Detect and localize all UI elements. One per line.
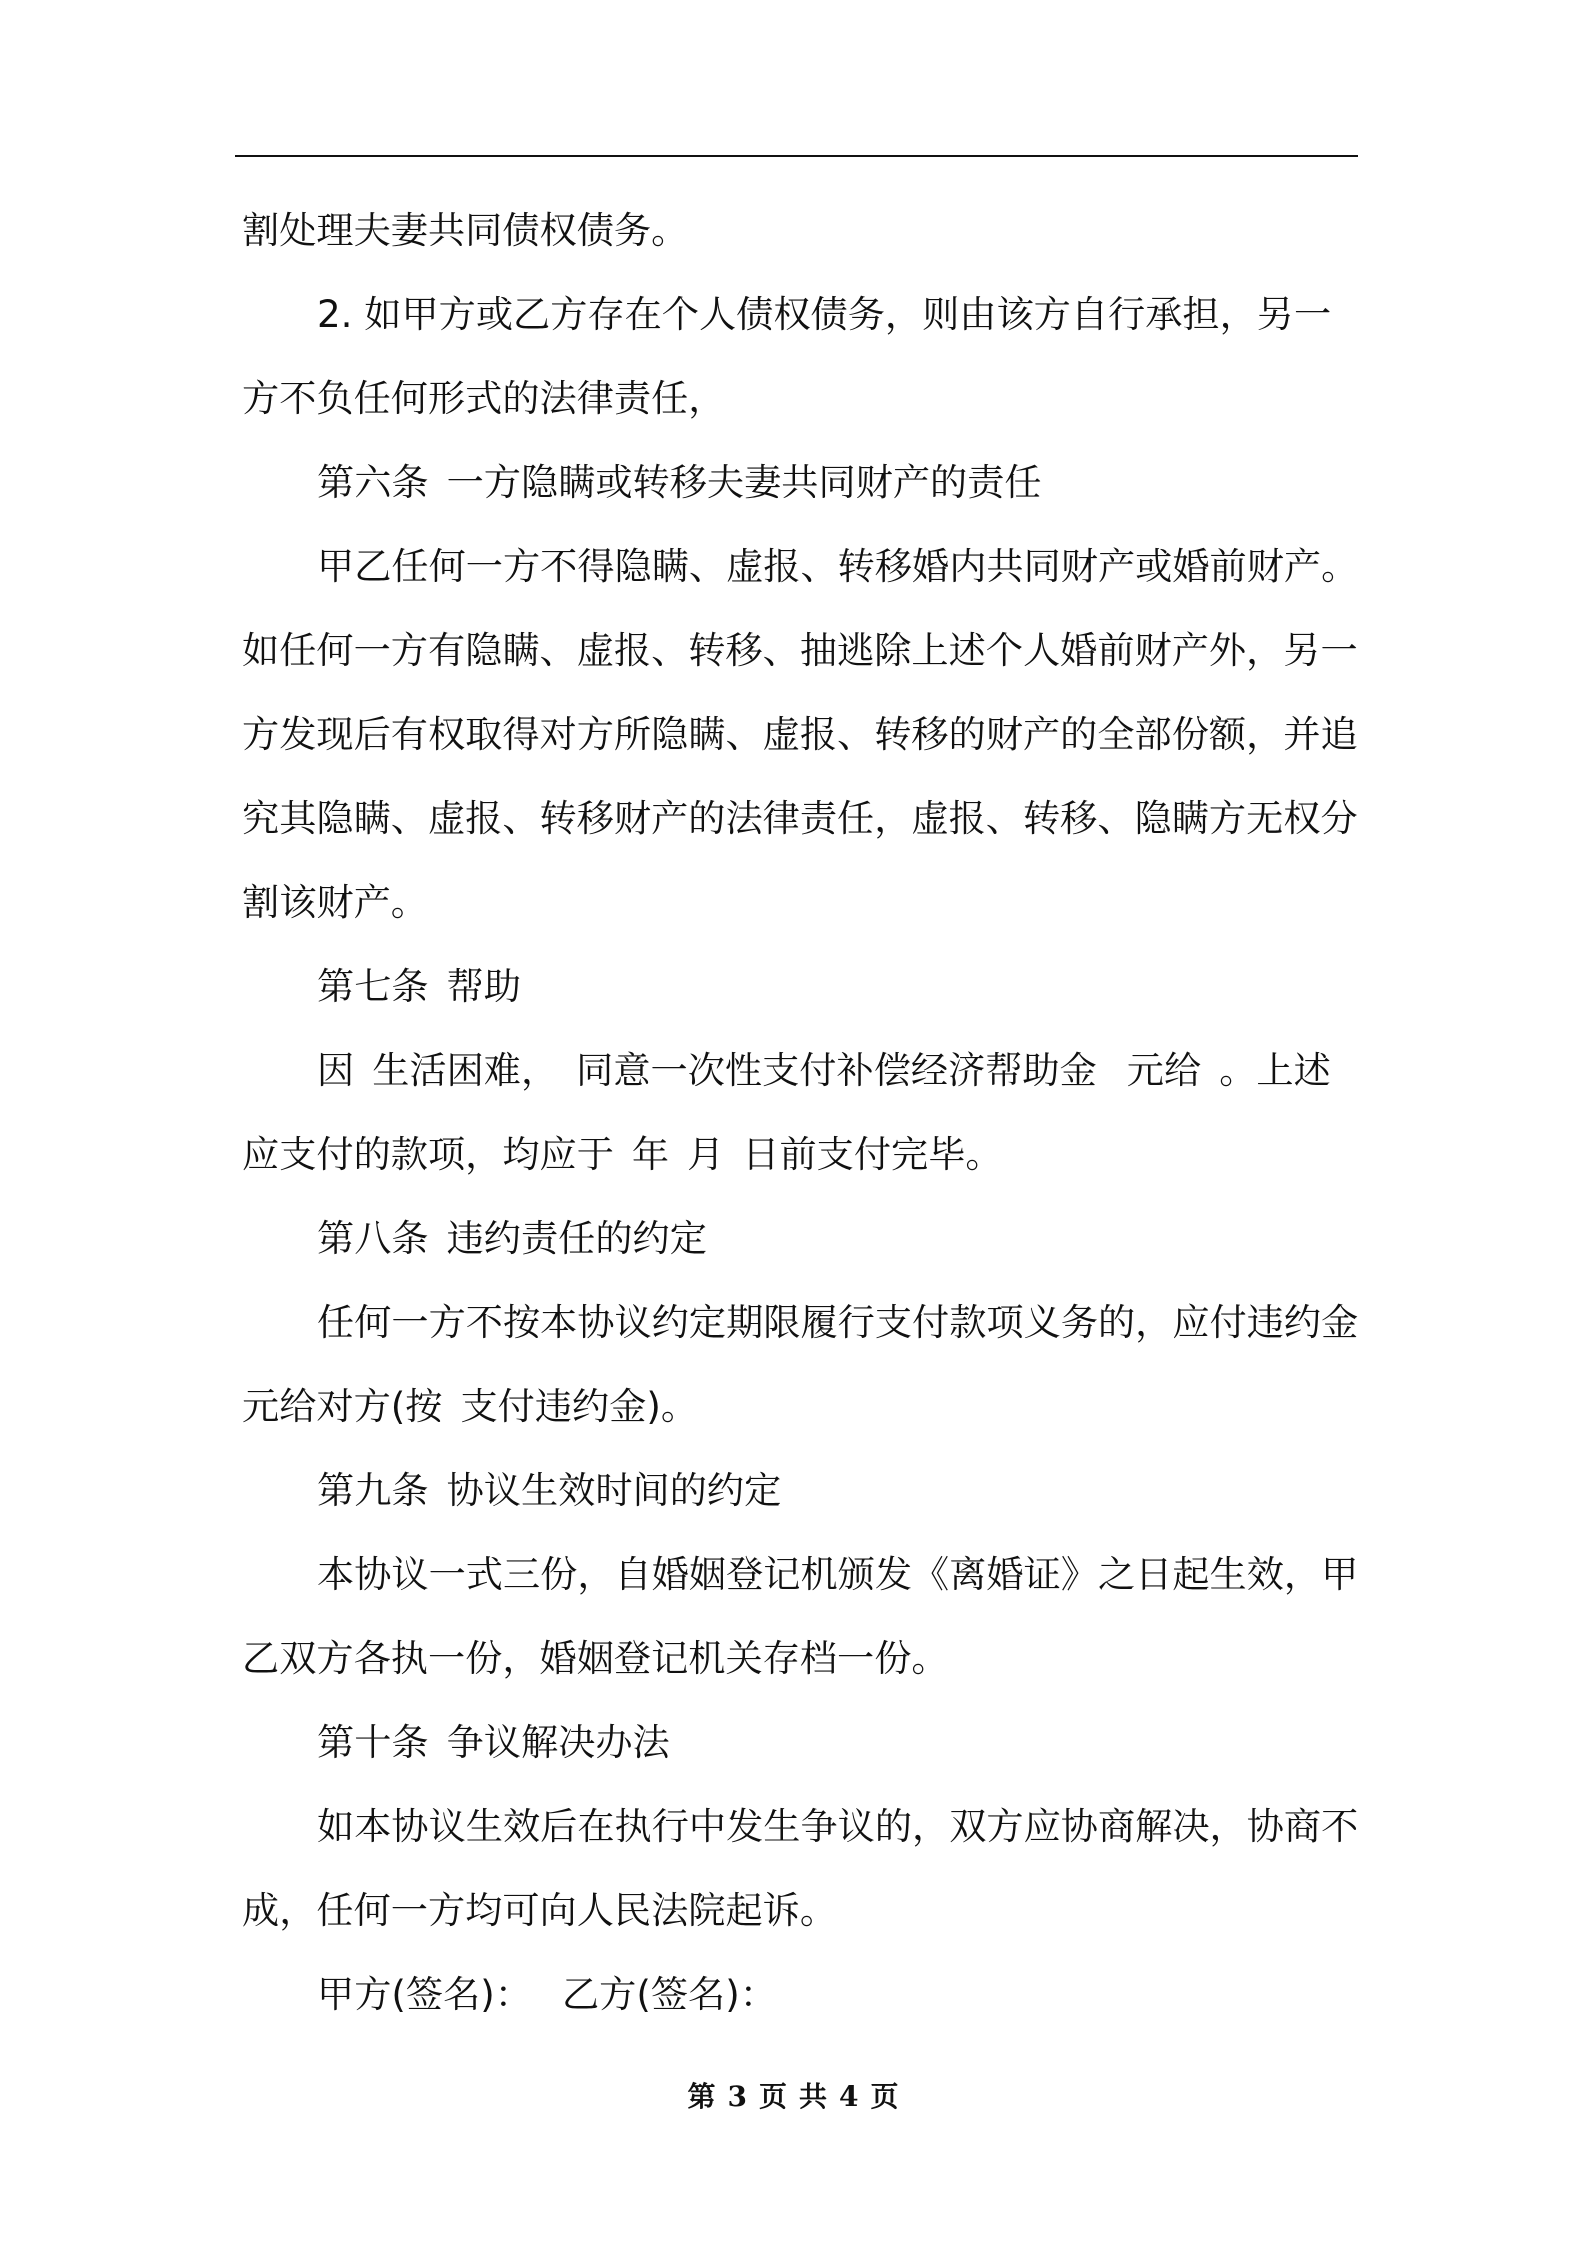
article-number: 第九条 <box>317 1468 429 1512</box>
footer-text: 共 <box>799 2080 828 2113</box>
paragraph-line: 任何一方不按本协议约定期限履行支付款项义务的，应付违约金 <box>317 1300 1359 1344</box>
document-body <box>242 188 1358 2036</box>
text-fragment: 。上述 <box>1219 1048 1331 1092</box>
paragraph-line: 割该财产。 <box>242 880 428 924</box>
footer-text: 第 <box>687 2080 716 2113</box>
article-title: 一方隐瞒或转移夫妻共同财产的责任 <box>446 460 1042 504</box>
article-number: 第八条 <box>317 1216 429 1260</box>
text-fragment: 支付违约金)。 <box>460 1384 699 1428</box>
paragraph-line: 方不负任何形式的法律责任， <box>242 376 726 420</box>
paragraph-line: 割处理夫妻共同债权债务。 <box>242 208 689 252</box>
text-fragment: 月 <box>687 1132 725 1176</box>
paragraph-line: 成，任何一方均可向人民法院起诉。 <box>242 1888 838 1932</box>
paragraph-line: 乙双方各执一份，婚姻登记机关存档一份。 <box>242 1636 949 1680</box>
article-title: 争议解决办法 <box>446 1720 670 1764</box>
paragraph-line: 本协议一式三份，自婚姻登记机颁发《离婚证》之日起生效，甲 <box>317 1552 1359 1596</box>
page-footer <box>0 2075 1586 2115</box>
paragraph-line <box>242 1364 1358 1448</box>
text-fragment: 应支付的款项，均应于 <box>242 1132 614 1176</box>
paragraph-line: 如任何一方有隐瞒、虚报、转移、抽逃除上述个人婚前财产外，另一 <box>242 628 1358 672</box>
article-title: 帮助 <box>446 964 521 1008</box>
article-number: 第七条 <box>317 964 429 1008</box>
paragraph-line: 方发现后有权取得对方所隐瞒、虚报、转移的财产的全部份额，并追 <box>242 712 1358 756</box>
text-fragment: 元给对方(按 <box>242 1384 443 1428</box>
party-b-signature-label: 乙方(签名)： <box>561 1972 777 2016</box>
current-page-number: 3 <box>727 2080 747 2113</box>
article-heading-9 <box>242 1448 1358 1532</box>
footer-text: 页 <box>870 2080 899 2113</box>
text-fragment: 元给 <box>1126 1048 1202 1092</box>
article-heading-8 <box>242 1196 1358 1280</box>
article-title: 违约责任的约定 <box>446 1216 707 1260</box>
paragraph-line: 甲乙任何一方不得隐瞒、虚报、转移婚内共同财产或婚前财产。 <box>317 544 1359 588</box>
text-fragment: 同意一次性支付补偿经济帮助金 <box>576 1048 1097 1092</box>
footer-text: 页 <box>758 2080 787 2113</box>
article-number: 第六条 <box>317 460 429 504</box>
text-fragment: 年 <box>631 1132 670 1176</box>
article-title: 协议生效时间的约定 <box>446 1468 782 1512</box>
article-heading-6 <box>242 440 1358 524</box>
text-fragment: 生活困难， <box>372 1048 559 1092</box>
article-number: 第十条 <box>317 1720 429 1764</box>
paragraph-line: 2. 如甲方或乙方存在个人债权债务，则由该方自行承担，另一 <box>317 292 1332 336</box>
article-heading-10 <box>242 1700 1358 1784</box>
text-fragment: 日前支付完毕。 <box>742 1132 1003 1176</box>
total-pages-number: 4 <box>839 2080 859 2113</box>
text-fragment: 因 <box>317 1048 355 1092</box>
party-a-signature-label: 甲方(签名)： <box>317 1972 532 2016</box>
header-rule <box>235 155 1358 157</box>
signature-line <box>242 1952 1358 2036</box>
paragraph-line <box>242 1028 1358 1112</box>
paragraph-line: 究其隐瞒、虚报、转移财产的法律责任，虚报、转移、隐瞒方无权分 <box>242 796 1358 840</box>
article-heading-7 <box>242 944 1358 1028</box>
paragraph-line: 如本协议生效后在执行中发生争议的，双方应协商解决，协商不 <box>317 1804 1359 1848</box>
paragraph-line <box>242 1112 1358 1196</box>
